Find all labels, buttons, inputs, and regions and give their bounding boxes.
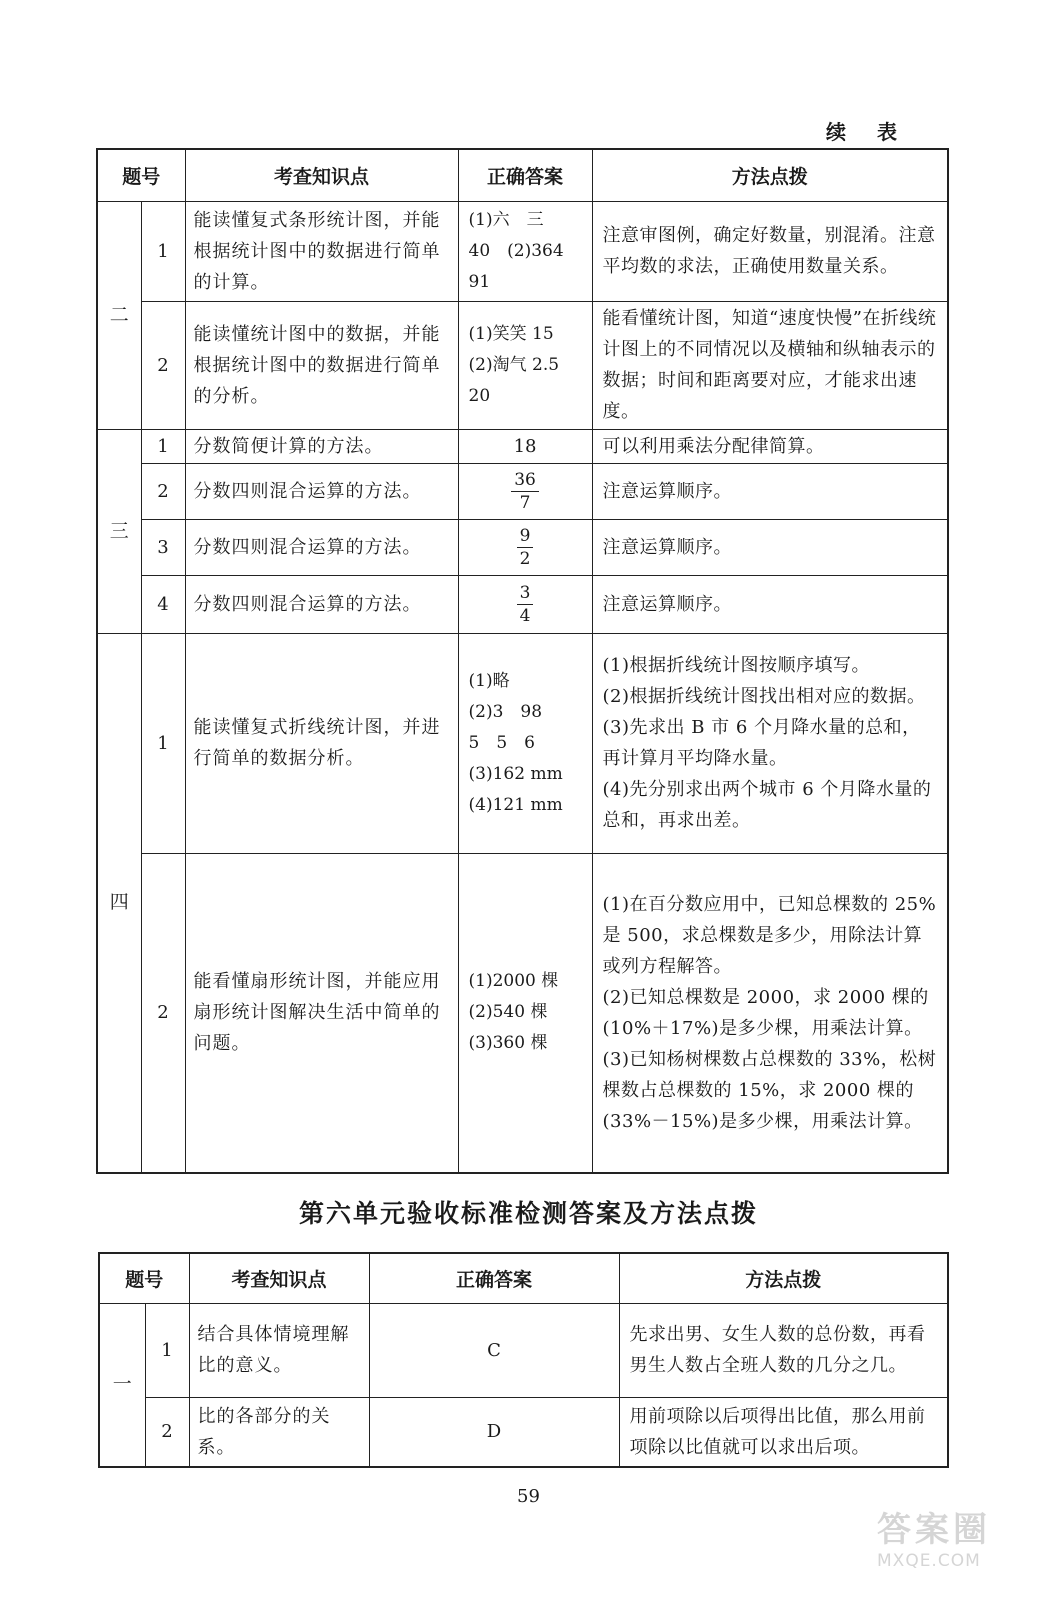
question-number: 2 <box>141 463 185 519</box>
table-row <box>97 463 948 519</box>
answer-cell <box>458 853 592 1173</box>
section-title: 第六单元验收标准检测答案及方法点拨 <box>298 1199 758 1228</box>
fraction: $\frac{9}{2}$ <box>517 525 534 570</box>
header-knowledge-point: 考查知识点 <box>189 1253 369 1303</box>
fraction: $\frac{36}{7}$ <box>511 469 539 514</box>
answer-line: (1)略 <box>468 670 510 691</box>
table-row <box>97 201 948 301</box>
header-knowledge-point: 考查知识点 <box>185 149 458 201</box>
table-row <box>97 301 948 429</box>
question-number: 1 <box>145 1303 189 1397</box>
answer-cell: D <box>369 1397 619 1467</box>
method-tip: 先求出男、女生人数的总份数，再看男生人数占全班人数的几分之几。 <box>619 1303 948 1397</box>
header-method-tip: 方法点拨 <box>592 149 948 201</box>
method-tip: 注意运算顺序。 <box>592 575 948 633</box>
answer-line: (3)162 mm <box>468 763 563 784</box>
answer-line: 5 5 6 <box>468 732 535 753</box>
method-tip: 能看懂统计图，知道“速度快慢”在折线统计图上的不同情况以及横轴和纵轴表示的数据；时间和距离要对应，才能求出速度。 <box>592 301 948 429</box>
tip-line: (2)根据折线统计图找出相对应的数据。 <box>602 686 926 707</box>
answer-cell <box>458 633 592 853</box>
section-label: 二 <box>97 201 141 429</box>
answer-cell <box>458 575 592 633</box>
section-label: 四 <box>97 633 141 1173</box>
table-row <box>97 853 948 1173</box>
tip-line: (1)根据折线统计图按顺序填写。 <box>602 655 871 676</box>
answer-line: (1)2000 棵 <box>468 971 559 992</box>
answer-cell <box>458 463 592 519</box>
tip-line: (1)在百分数应用中，已知总棵数的 25%是 500，求总棵数是多少，用除法计算或列方程解答。 <box>602 893 937 977</box>
table-row <box>99 1397 948 1467</box>
header-correct-answer: 正确答案 <box>458 149 592 201</box>
question-number: 2 <box>141 301 185 429</box>
knowledge-point: 比的各部分的关系。 <box>189 1397 369 1467</box>
knowledge-point: 能读懂统计图中的数据，并能根据统计图中的数据进行简单的分析。 <box>185 301 458 429</box>
tip-line: (2)已知总棵数是 2000，求 2000 棵的(10%＋17%)是多少棵，用乘法计算。 <box>602 986 929 1039</box>
page-number: 59 <box>517 1486 540 1507</box>
header-question-no: 题号 <box>97 149 185 201</box>
question-number: 1 <box>141 429 185 463</box>
header-correct-answer: 正确答案 <box>369 1253 619 1303</box>
table-row <box>99 1303 948 1397</box>
answer-line: (2)淘气 2.5 <box>468 354 560 375</box>
question-number: 1 <box>141 633 185 853</box>
watermark-logo <box>877 1502 1037 1590</box>
answer-line: (1)笑笑 15 <box>468 323 554 344</box>
method-tip <box>592 633 948 853</box>
tip-line: (3)已知杨树棵数占总棵数的 33%，松树棵数占总棵数的 15%，求 2000 棵的(33%－15%)是多少棵，用乘法计算。 <box>602 1048 937 1132</box>
question-number: 1 <box>141 201 185 301</box>
answer-cell <box>458 519 592 575</box>
question-number: 2 <box>145 1397 189 1467</box>
tip-line: (3)先求出 B 市 6 个月降水量的总和，再计算月平均降水量。 <box>602 717 921 769</box>
method-tip: 可以利用乘法分配律简算。 <box>592 429 948 463</box>
section-label: 一 <box>99 1303 145 1467</box>
answer-line: (1)六 三 <box>468 209 544 230</box>
answer-table-unit6 <box>98 1252 949 1468</box>
watermark-url: MXQE.COM <box>877 1551 981 1571</box>
question-number: 2 <box>141 853 185 1173</box>
knowledge-point: 分数四则混合运算的方法。 <box>185 575 458 633</box>
answer-cell <box>458 201 592 301</box>
table-row <box>97 429 948 463</box>
answer-line: (3)360 棵 <box>468 1033 548 1054</box>
table-row <box>97 575 948 633</box>
answer-line: (2)3 98 <box>468 701 543 722</box>
knowledge-point: 分数四则混合运算的方法。 <box>185 519 458 575</box>
answer-cell: 18 <box>458 429 592 463</box>
answer-line: (4)121 mm <box>468 794 563 815</box>
tip-line: (4)先分别求出两个城市 6 个月降水量的总和，再求出差。 <box>602 779 932 831</box>
answer-line: 40 (2)364 <box>468 240 564 261</box>
answer-table-unit5 <box>96 148 949 1174</box>
answer-line: (2)540 棵 <box>468 1002 548 1023</box>
answer-cell: C <box>369 1303 619 1397</box>
method-tip: 注意审图例，确定好数量，别混淆。注意平均数的求法，正确使用数量关系。 <box>592 201 948 301</box>
header-question-no: 题号 <box>99 1253 189 1303</box>
header-method-tip: 方法点拨 <box>619 1253 948 1303</box>
answer-line: 91 <box>468 271 491 292</box>
knowledge-point: 分数简便计算的方法。 <box>185 429 458 463</box>
knowledge-point: 能读懂复式条形统计图，并能根据统计图中的数据进行简单的计算。 <box>185 201 458 301</box>
knowledge-point: 分数四则混合运算的方法。 <box>185 463 458 519</box>
knowledge-point: 能读懂复式折线统计图，并进行简单的数据分析。 <box>185 633 458 853</box>
table-row <box>97 633 948 853</box>
method-tip: 用前项除以后项得出比值，那么用前项除以比值就可以求出后项。 <box>619 1397 948 1467</box>
method-tip: 注意运算顺序。 <box>592 463 948 519</box>
answer-line: 20 <box>468 385 491 406</box>
question-number: 3 <box>141 519 185 575</box>
knowledge-point: 能看懂扇形统计图，并能应用扇形统计图解决生活中简单的问题。 <box>185 853 458 1173</box>
continued-label: 续 表 <box>826 120 909 144</box>
fraction: $\frac{3}{4}$ <box>517 582 534 627</box>
table-row <box>97 519 948 575</box>
answer-cell <box>458 301 592 429</box>
watermark-text: 答案圈 <box>877 1510 991 1550</box>
section-label: 三 <box>97 429 141 633</box>
method-tip: 注意运算顺序。 <box>592 519 948 575</box>
knowledge-point: 结合具体情境理解比的意义。 <box>189 1303 369 1397</box>
question-number: 4 <box>141 575 185 633</box>
method-tip <box>592 853 948 1173</box>
